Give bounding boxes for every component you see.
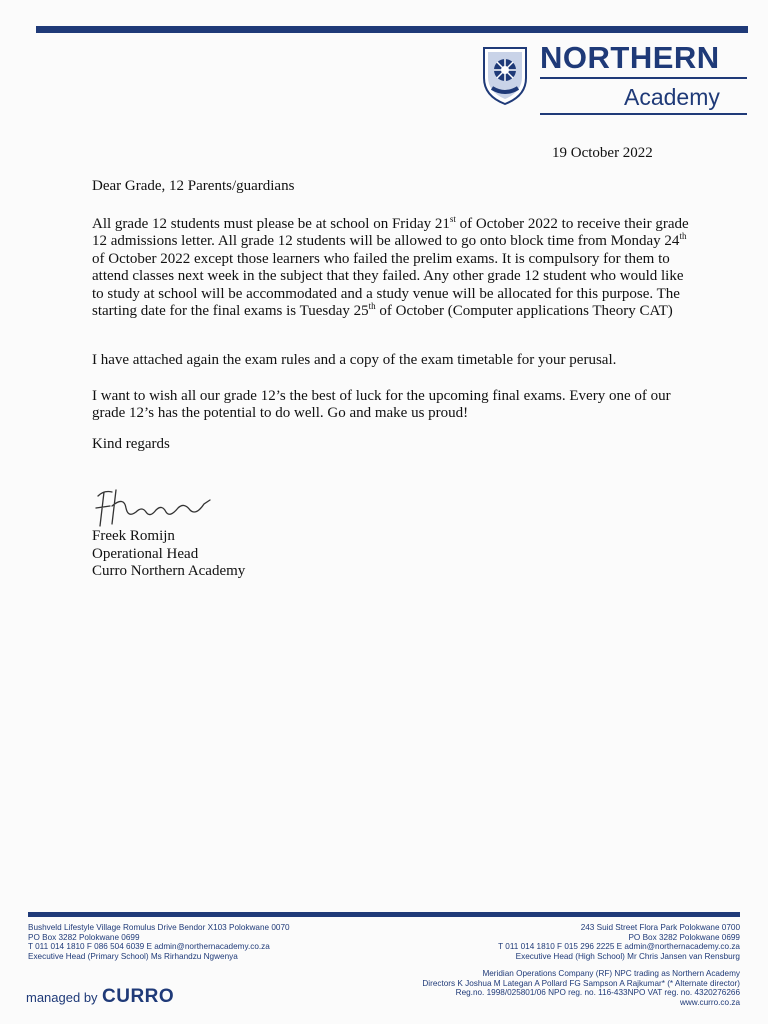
managed-by-curro [26,986,174,1008]
signature-block [92,528,245,581]
footer-contact-line: T 011 014 1810 F 015 296 2225 E admin@northernacademy.co.za [498,942,740,952]
paragraph-3: I want to wish all our grade 12’s the best of luck for the upcoming final exams. Every one of our grade 12’s has the potential to do well. Go and make us proud! [92,388,671,422]
footer-company-info [422,969,740,1007]
school-subname: Academy [624,84,720,110]
footer-company-line: Meridian Operations Company (RF) NPC trading as Northern Academy [482,969,740,978]
footer-address-line: 243 Suid Street Flora Park Polokwane 0700 [580,923,740,932]
footer-website: www.curro.co.za [679,997,740,1007]
managed-by-label: managed by [26,990,98,1005]
brand-divider [540,77,747,79]
footer-executive-head: Executive Head (High School) Mr Chris Jansen van Rensburg [515,951,740,961]
school-name: NORTHERN [540,40,720,75]
signature-icon [90,482,220,530]
curro-logo: CURRO [102,986,175,1007]
footer-registration-line: Reg.no. 1998/025801/06 NPO reg. no. 116-433NPO VAT reg. no. 4320276266 [455,988,740,998]
school-crest-icon [480,44,530,106]
signer-name: Freek Romijn [92,528,175,544]
signer-title: Operational Head [92,545,199,562]
footer-contact-line: T 011 014 1810 F 086 504 6039 E admin@northernacademy.co.za [28,942,270,952]
letter-date: 19 October 2022 [552,145,653,161]
paragraph-2: I have attached again the exam rules and a copy of the exam timetable for your perusal. [92,352,617,368]
footer-address-line: PO Box 3282 Polokwane 0699 [628,932,740,942]
footer-address-line: Bushveld Lifestyle Village Romulus Drive Bendor X103 Polokwane 0070 [28,923,290,932]
salutation: Dear Grade, 12 Parents/guardians [92,178,295,194]
paragraph-1: All grade 12 students must please be at school on Friday 21st of October 2022 to receive their grade 12 admissions letter. All grade 12 students will be allowed to go onto block time from Monday 24th of October 2022 except those learners who failed the prelim exams. It is compulsory for them to attend classes next week in the subject that they failed. Any other grade 12 student who would like to study at school will be accommodated and a study venue will be allocated for this purpose. The starting date for the final exams is Tuesday 25th of October (Computer applications Theory CAT) [92,214,689,320]
closing: Kind regards [92,436,170,452]
brand-underline [540,113,747,115]
footer-address-line: PO Box 3282 Polokwane 0699 [28,932,140,942]
bottom-rule [28,912,740,917]
footer-directors-line: Directors K Joshua M Lategan A Pollard FG Sampson A Rajkumar* (* Alternate director) [422,978,740,988]
signer-organization: Curro Northern Academy [92,563,246,579]
footer-primary-school [28,923,290,961]
top-rule [36,26,748,33]
footer-high-school [498,923,740,961]
footer-executive-head: Executive Head (Primary School) Ms Rirhandzu Ngwenya [28,951,238,961]
